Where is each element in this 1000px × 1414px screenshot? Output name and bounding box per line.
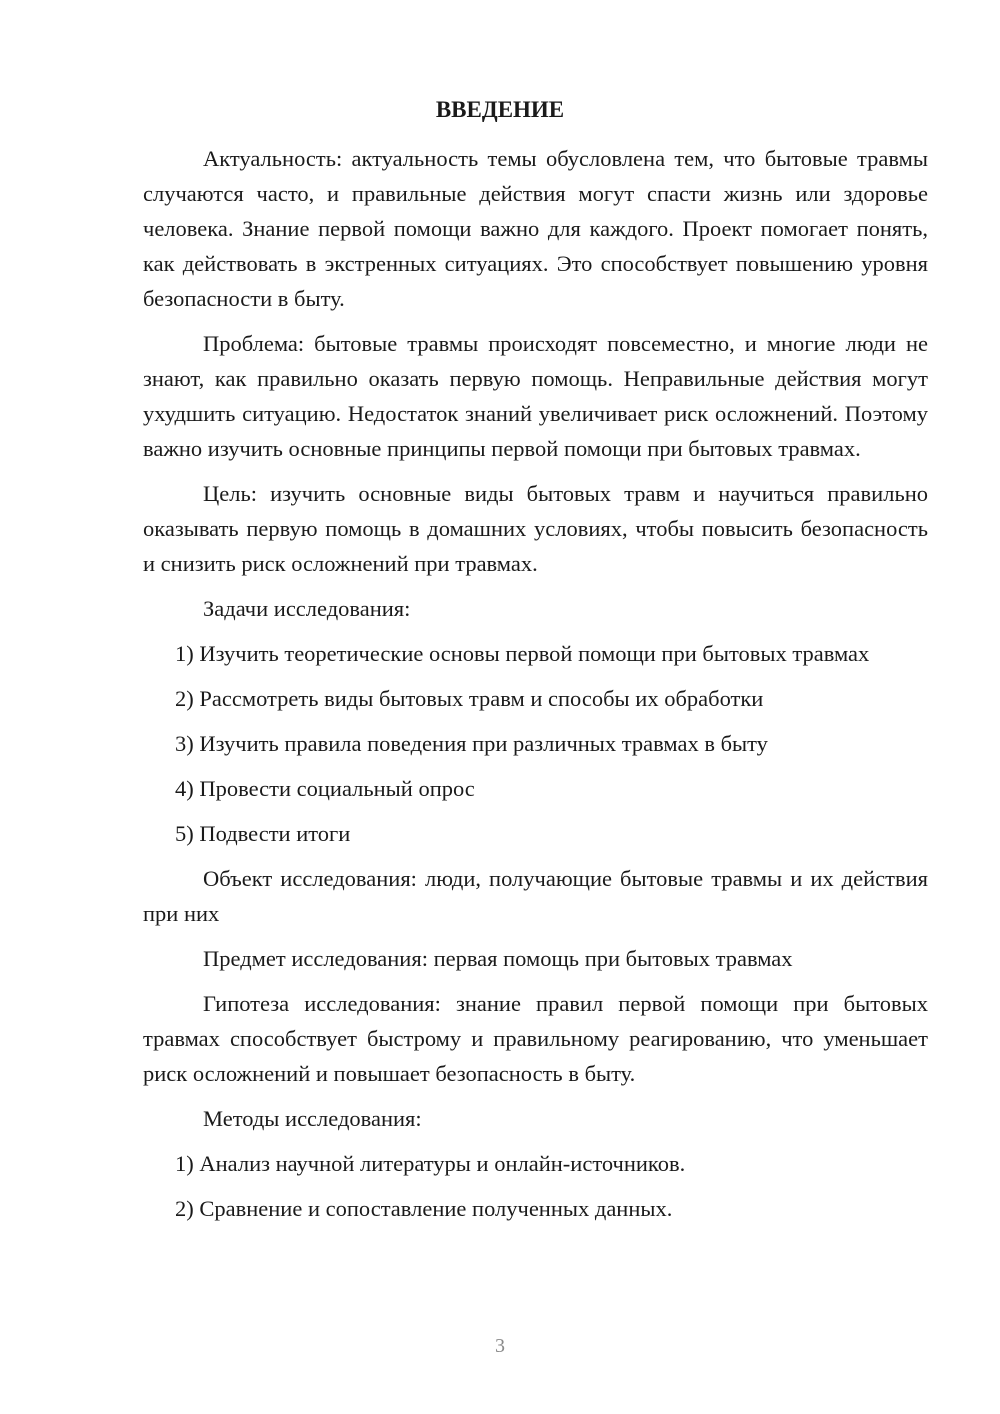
paragraph-methods-heading: Методы исследования:	[203, 1106, 422, 1131]
page-number: 3	[495, 1335, 505, 1357]
paragraph-tasks-heading: Задачи исследования:	[203, 596, 411, 621]
paragraph-hypothesis: Гипотеза исследования: знание правил первой помощи при бытовых травмах способствует быстрому и правильному реагированию, что уменьшает риск осложнений и повышает безопасность в быту.	[143, 991, 928, 1086]
list-item-task-1: 1) Изучить теоретические основы первой помощи при бытовых травмах	[175, 641, 870, 666]
list-item-task-4: 4) Провести социальный опрос	[175, 776, 475, 801]
list-item-task-3: 3) Изучить правила поведения при различных травмах в быту	[175, 731, 768, 756]
page-title: ВВЕДЕНИЕ	[435, 97, 565, 122]
list-item-method-1: 1) Анализ научной литературы и онлайн-источников.	[175, 1151, 686, 1176]
paragraph-subject: Предмет исследования: первая помощь при бытовых травмах	[203, 946, 793, 971]
paragraph-problem: Проблема: бытовые травмы происходят повсеместно, и многие люди не знают, как правильно оказать первую помощь. Неправильные действия могут ухудшить ситуацию. Недостаток знаний увеличивает риск осложнений. Поэтому важно изучить основные принципы первой помощи при бытовых травмах.	[143, 331, 928, 461]
paragraph-object: Объект исследования: люди, получающие бытовые травмы и их действия при них	[143, 866, 928, 926]
paragraph-goal: Цель: изучить основные виды бытовых травм и научиться правильно оказывать первую помощь в домашних условиях, чтобы повысить безопасность и снизить риск осложнений при травмах.	[143, 481, 928, 576]
paragraph-relevance: Актуальность: актуальность темы обусловлена тем, что бытовые травмы случаются часто, и правильные действия могут спасти жизнь или здоровье человека. Знание первой помощи важно для каждого. Проект помогает понять, как действовать в экстренных ситуациях. Это способствует повышению уровня безопасности в быту.	[143, 146, 928, 311]
list-item-task-2: 2) Рассмотреть виды бытовых травм и способы их обработки	[175, 686, 764, 711]
document-body	[143, 141, 928, 1226]
list-item-task-5: 5) Подвести итоги	[175, 821, 351, 846]
list-item-method-2: 2) Сравнение и сопоставление полученных данных.	[175, 1196, 673, 1221]
